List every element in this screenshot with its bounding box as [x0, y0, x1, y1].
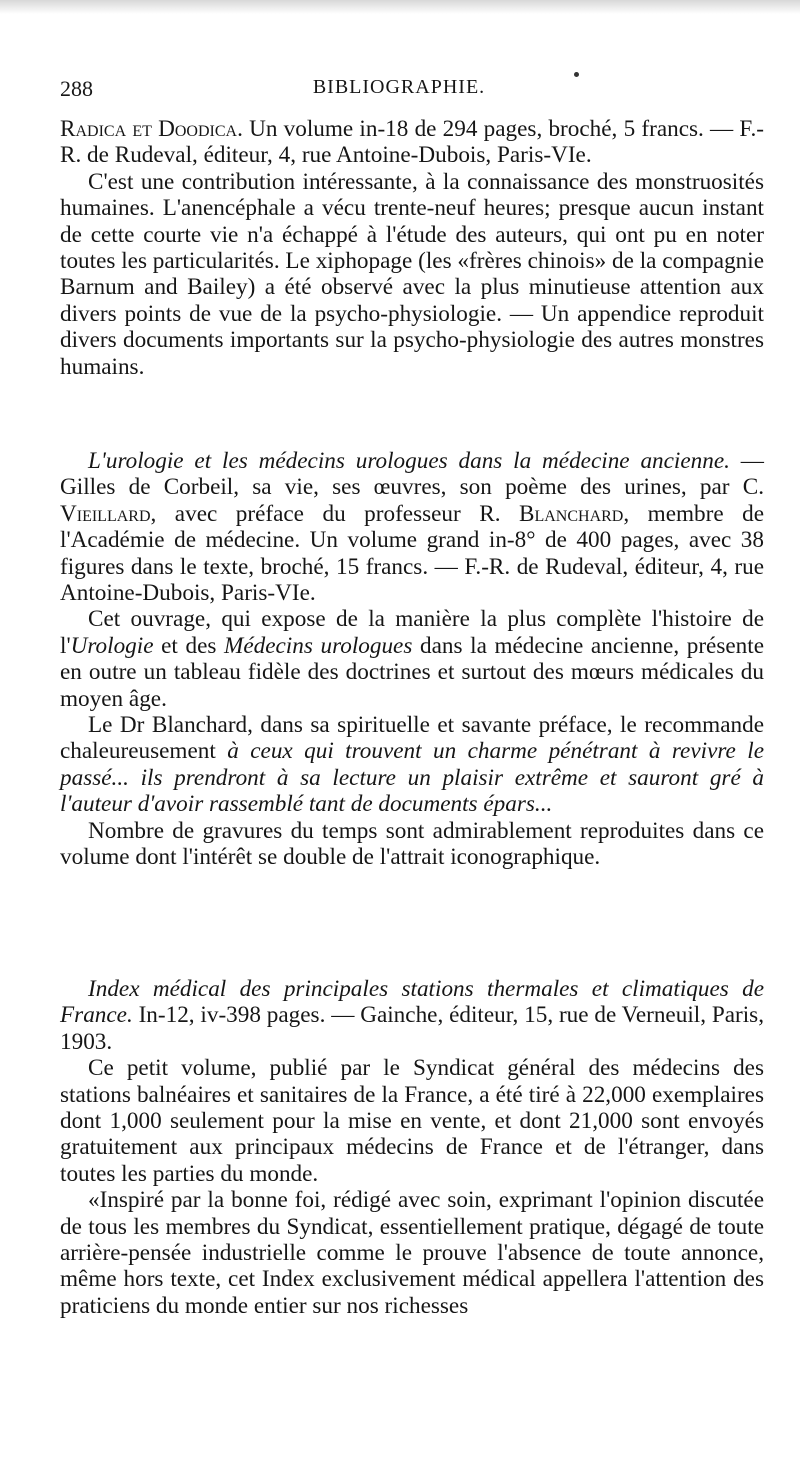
reference-line — [60, 116, 764, 169]
entry-title: L'urologie et les médecins urologues dans la médecine ancienne. — [88, 448, 730, 474]
review-paragraph: Ce petit volume, publié par le Syndicat général des médecins des stations balnéaires et sanitaires de la France, a été tiré à 22,000 exemplaires dont 1,000 seulement pour la mise en vente, et dont 21,000 sont envoyés gratuitement aux principaux médecins de France et de l'étranger, dans toutes les parties du monde. — [60, 1055, 764, 1187]
bibliography-entry-radica — [60, 116, 764, 380]
entry-author: Vieillard — [60, 500, 151, 527]
reference-line: L'urologie et les médecins urologues dans la médecine ancienne. — Gilles de Corbeil, sa vie, ses œuvres, son poème des urines, par C. Vieillard, avec préface du professeur R. Blanchard, membre de l'Académie de médecine. Un volume grand in-8° de 400 pages, avec 38 figures dans le texte, broché, 15 francs. — F.-R. de Rudeval, éditeur, 4, rue Antoine-Dubois, Paris-VIe. — [60, 448, 765, 607]
scan-edge — [0, 0, 800, 14]
reference-details: Un volume in-18 de 294 pages, broché, 5 francs. — F.-R. de Rudeval, éditeur, 4, rue Antoine-Dubois, Paris-VIe. — [60, 116, 764, 169]
reference-line — [60, 976, 764, 1055]
running-head: BIBLIOGRAPHIE. — [312, 76, 486, 98]
page-header — [60, 74, 738, 108]
page-number: 288 — [60, 76, 93, 101]
review-paragraph: Cet ouvrage, qui expose de la manière la plus complète l'histoire de l'Urologie et des Médecins urologues dans la médecine ancienne, présente en outre un tableau fidèle des doctrines et surtout des mœurs médicales du moyen âge. — [60, 606, 764, 712]
review-paragraph: C'est une contribution intéressante, à la connaissance des monstruosités humaines. L'anencéphale a vécu trente-neuf heures; presque aucun instant de cette courte vie n'a échappé à l'étude des auteurs, qui ont pu en noter toutes les particularités. Le xiphopage (les «frères chinois» de la compagnie Barnum and Bailey) a été observé avec la plus minutieuse attention aux divers points de vue de la psycho-physiologie. — Un appendice reproduit divers documents importants sur la psycho-physiologie des autres monstres humains. — [60, 168, 764, 380]
reference-details: In-12, iv-398 pages. — Gainche, éditeur, 15, rue de Verneuil, Paris, 1903. — [60, 1002, 764, 1055]
bibliography-entry-index-medical — [60, 976, 764, 1319]
entry-author: Radica et Doodica. — [60, 116, 243, 142]
entry-title: Index médical des principales stations thermales et climatiques de France. — [60, 976, 764, 1029]
review-paragraph: «Inspiré par la bonne foi, rédigé avec soin, exprimant l'opinion discutée de tous les membres du Syndicat, essentiellement pratique, dégagé de toute arrière-pensée industrielle comme le prouve l'absence de toute annonce, même hors texte, cet Index exclusivement médical appellera l'attention des praticiens du monde entier sur nos richesses — [60, 1187, 764, 1319]
bibliography-entry-urologie — [60, 448, 764, 871]
quoted-passage: à ceux qui trouvent un charme pénétrant à revivre le passé... ils prendront à sa lecture un plaisir extrême et sauront gré à l'auteur d'avoir rassemblé tant de documents épars... — [60, 738, 764, 818]
review-paragraph: Nombre de gravures du temps sont admirablement reproduites dans ce volume dont l'intérêt se double de l'attrait iconographique. — [60, 817, 764, 871]
review-paragraph: Le Dr Blanchard, dans sa spirituelle et savante préface, le recommande chaleureusement à ceux qui trouvent un charme pénétrant à revivre le passé... ils prendront à sa lecture un plaisir extrême et sauront gré à l'auteur d'avoir rassemblé tant de documents épars... — [60, 712, 764, 818]
preface-author: Blanchard — [519, 500, 624, 527]
